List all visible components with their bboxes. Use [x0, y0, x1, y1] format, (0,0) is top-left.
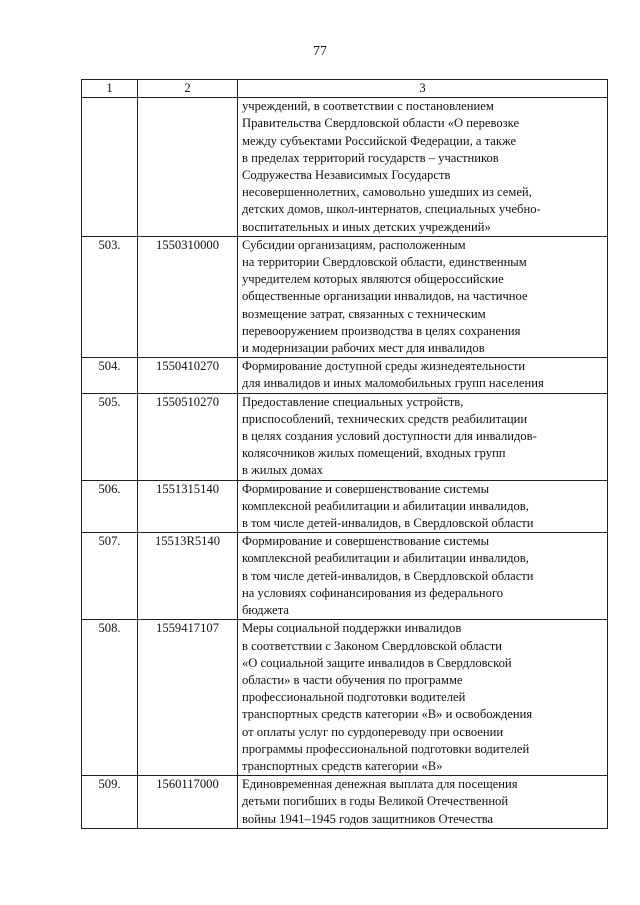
table-row — [82, 98, 608, 237]
row-number: 506. — [82, 480, 138, 533]
row-description — [238, 98, 608, 237]
description-line: транспортных средств категории «В» и освобождения — [242, 707, 533, 722]
description-line: воспитательных и иных детских учреждений» — [242, 219, 491, 234]
table-row — [82, 533, 608, 620]
row-description — [238, 533, 608, 620]
row-number: 503. — [82, 236, 138, 357]
description-line: комплексной реабилитации и абилитации инвалидов, — [242, 551, 529, 566]
budget-code: 1551315140 — [138, 480, 238, 533]
description-line: и модернизации рабочих мест для инвалидов — [242, 341, 485, 356]
column-header-2: 2 — [138, 80, 238, 98]
budget-code: 1550510270 — [138, 393, 238, 480]
description-line: транспортных средств категории «В» — [242, 758, 443, 773]
description-line: Предоставление специальных устройств, — [242, 394, 464, 409]
description-line: комплексной реабилитации и абилитации инвалидов, — [242, 498, 529, 513]
budget-code: 1550410270 — [138, 358, 238, 393]
table-row — [82, 620, 608, 776]
description-line: в пределах территорий государств – участников — [242, 150, 499, 165]
description-line: в целях создания условий доступности для инвалидов- — [242, 429, 537, 444]
description-line: учреждений, в соответствии с постановлением — [242, 99, 494, 114]
row-description — [238, 620, 608, 776]
row-number — [82, 98, 138, 237]
row-number: 509. — [82, 776, 138, 829]
budget-code: 1559417107 — [138, 620, 238, 776]
description-line: детских домов, школ-интернатов, специальных учебно- — [242, 202, 541, 217]
description-line: в том числе детей-инвалидов, в Свердловской области — [242, 568, 534, 583]
description-line: перевооружением производства в целях сохранения — [242, 323, 521, 338]
budget-code-table — [81, 79, 608, 829]
table-row — [82, 776, 608, 829]
budget-code: 1560117000 — [138, 776, 238, 829]
budget-code: 15513R5140 — [138, 533, 238, 620]
table-row — [82, 393, 608, 480]
description-line: приспособлений, технических средств реабилитации — [242, 411, 528, 426]
row-description — [238, 393, 608, 480]
description-line: Содружества Независимых Государств — [242, 168, 451, 183]
budget-code: 1550310000 — [138, 236, 238, 357]
description-line: Субсидии организациям, расположенным — [242, 237, 466, 252]
table-body — [82, 98, 608, 829]
description-line: в жилых домах — [242, 463, 323, 478]
budget-code — [138, 98, 238, 237]
table-header-row — [82, 80, 608, 98]
description-line: от оплаты услуг по сурдопереводу при освоении — [242, 724, 504, 739]
description-line: области» в части обучения по программе — [242, 672, 463, 687]
row-description — [238, 358, 608, 393]
row-description — [238, 776, 608, 829]
description-line: в том числе детей-инвалидов, в Свердловской области — [242, 516, 534, 531]
description-line: профессиональной подготовки водителей — [242, 690, 466, 705]
description-line: Формирование и совершенствование системы — [242, 534, 490, 549]
row-number: 505. — [82, 393, 138, 480]
description-line: на территории Свердловской области, единственным — [242, 255, 527, 270]
description-line: колясочников жилых помещений, входных групп — [242, 446, 506, 461]
description-line: для инвалидов и иных маломобильных групп населения — [242, 376, 544, 391]
page-number: 77 — [313, 44, 327, 59]
table-row — [82, 236, 608, 357]
description-line: в соответствии с Законом Свердловской области — [242, 638, 502, 653]
description-line: между субъектами Российской Федерации, а также — [242, 133, 517, 148]
table-row — [82, 480, 608, 533]
row-description — [238, 236, 608, 357]
description-line: детьми погибших в годы Великой Отечественной — [242, 794, 509, 809]
row-number: 507. — [82, 533, 138, 620]
column-header-3: 3 — [238, 80, 608, 98]
row-number: 508. — [82, 620, 138, 776]
description-line: программы профессиональной подготовки водителей — [242, 741, 530, 756]
description-line: Формирование и совершенствование системы — [242, 481, 490, 496]
description-line: на условиях софинансирования из федерального — [242, 585, 504, 600]
description-line: «О социальной защите инвалидов в Свердловской — [242, 655, 512, 670]
description-line: возмещение затрат, связанных с техническим — [242, 306, 486, 321]
row-number: 504. — [82, 358, 138, 393]
description-line: войны 1941–1945 годов защитников Отечества — [242, 811, 494, 826]
description-line: учредителем которых являются общероссийские — [242, 272, 504, 287]
row-description — [238, 480, 608, 533]
description-line: общественные организации инвалидов, на частичное — [242, 289, 528, 304]
table-row — [82, 358, 608, 393]
description-line: Единовременная денежная выплата для посещения — [242, 777, 518, 792]
description-line: Правительства Свердловской области «О перевозке — [242, 116, 520, 131]
description-line: несовершеннолетних, самовольно ушедших из семей, — [242, 185, 532, 200]
description-line: Формирование доступной среды жизнедеятельности — [242, 359, 526, 374]
description-line: Меры социальной поддержки инвалидов — [242, 621, 462, 636]
column-header-1: 1 — [82, 80, 138, 98]
description-line: бюджета — [242, 603, 289, 618]
